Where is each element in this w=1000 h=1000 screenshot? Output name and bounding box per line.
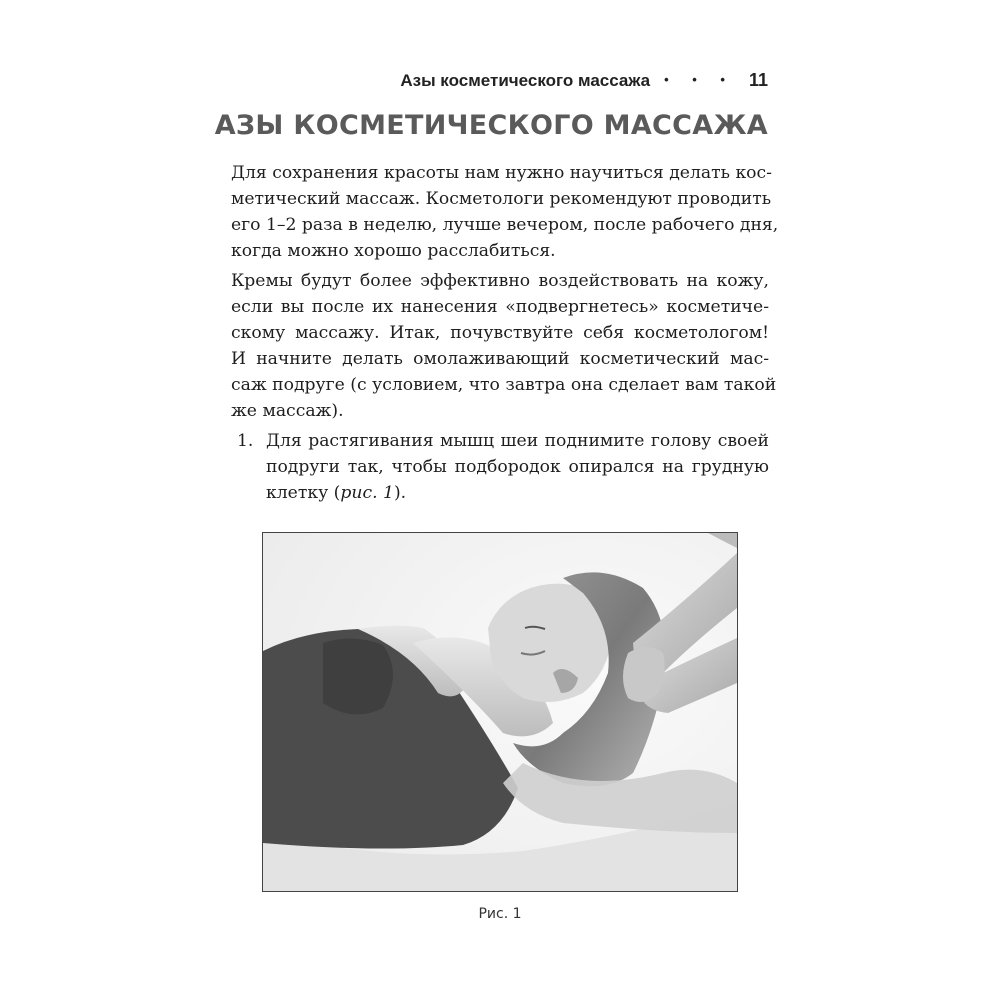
paragraph-1 bbox=[231, 160, 779, 264]
paragraph-2-line: же массаж). bbox=[231, 401, 344, 421]
paragraph-2-line: если вы после их нанесения «подвергнетесь» косметиче- bbox=[231, 297, 769, 317]
figure-reference: рис. 1 bbox=[340, 483, 394, 503]
paragraph-1-line: когда можно хорошо расслабиться. bbox=[231, 241, 556, 261]
running-header bbox=[400, 70, 768, 91]
paragraph-2-line: Кремы будут более эффективно воздействовать на кожу, bbox=[231, 271, 769, 291]
massage-photo bbox=[262, 532, 738, 892]
paragraph-2 bbox=[231, 268, 777, 424]
photo-illustration bbox=[263, 533, 737, 891]
paragraph-2-line: И начните делать омолаживающий косметический мас- bbox=[231, 349, 769, 369]
list-item-text: клетку ( bbox=[266, 483, 341, 503]
figure-caption: Рис. 1 bbox=[478, 906, 522, 922]
running-title: Азы косметического массажа bbox=[400, 70, 651, 90]
numbered-list-item bbox=[231, 428, 769, 506]
paragraph-1-line: метический массаж. Косметологи рекомендуют проводить bbox=[231, 189, 772, 209]
page-title: АЗЫ КОСМЕТИЧЕСКОГО МАССАЖА bbox=[214, 110, 768, 141]
list-item-line: подруги так, чтобы подбородок опирался на грудную bbox=[266, 457, 769, 477]
list-item-line: Для растягивания мышц шеи поднимите голову своей bbox=[266, 431, 769, 451]
paragraph-2-line: скому массажу. Итак, почувствуйте себя косметологом! bbox=[231, 323, 769, 343]
list-item-text: ). bbox=[393, 483, 407, 503]
header-dots: • • • bbox=[664, 72, 735, 87]
list-number: 1. bbox=[237, 431, 254, 451]
page-number: 11 bbox=[748, 70, 768, 90]
paragraph-1-line: Для сохранения красоты нам нужно научиться делать кос- bbox=[231, 163, 772, 183]
paragraph-1-line: его 1–2 раза в неделю, лучше вечером, после рабочего дня, bbox=[231, 215, 779, 235]
list-item-line bbox=[266, 480, 769, 506]
paragraph-2-line: саж подруге (с условием, что завтра она сделает вам такой bbox=[231, 375, 777, 395]
